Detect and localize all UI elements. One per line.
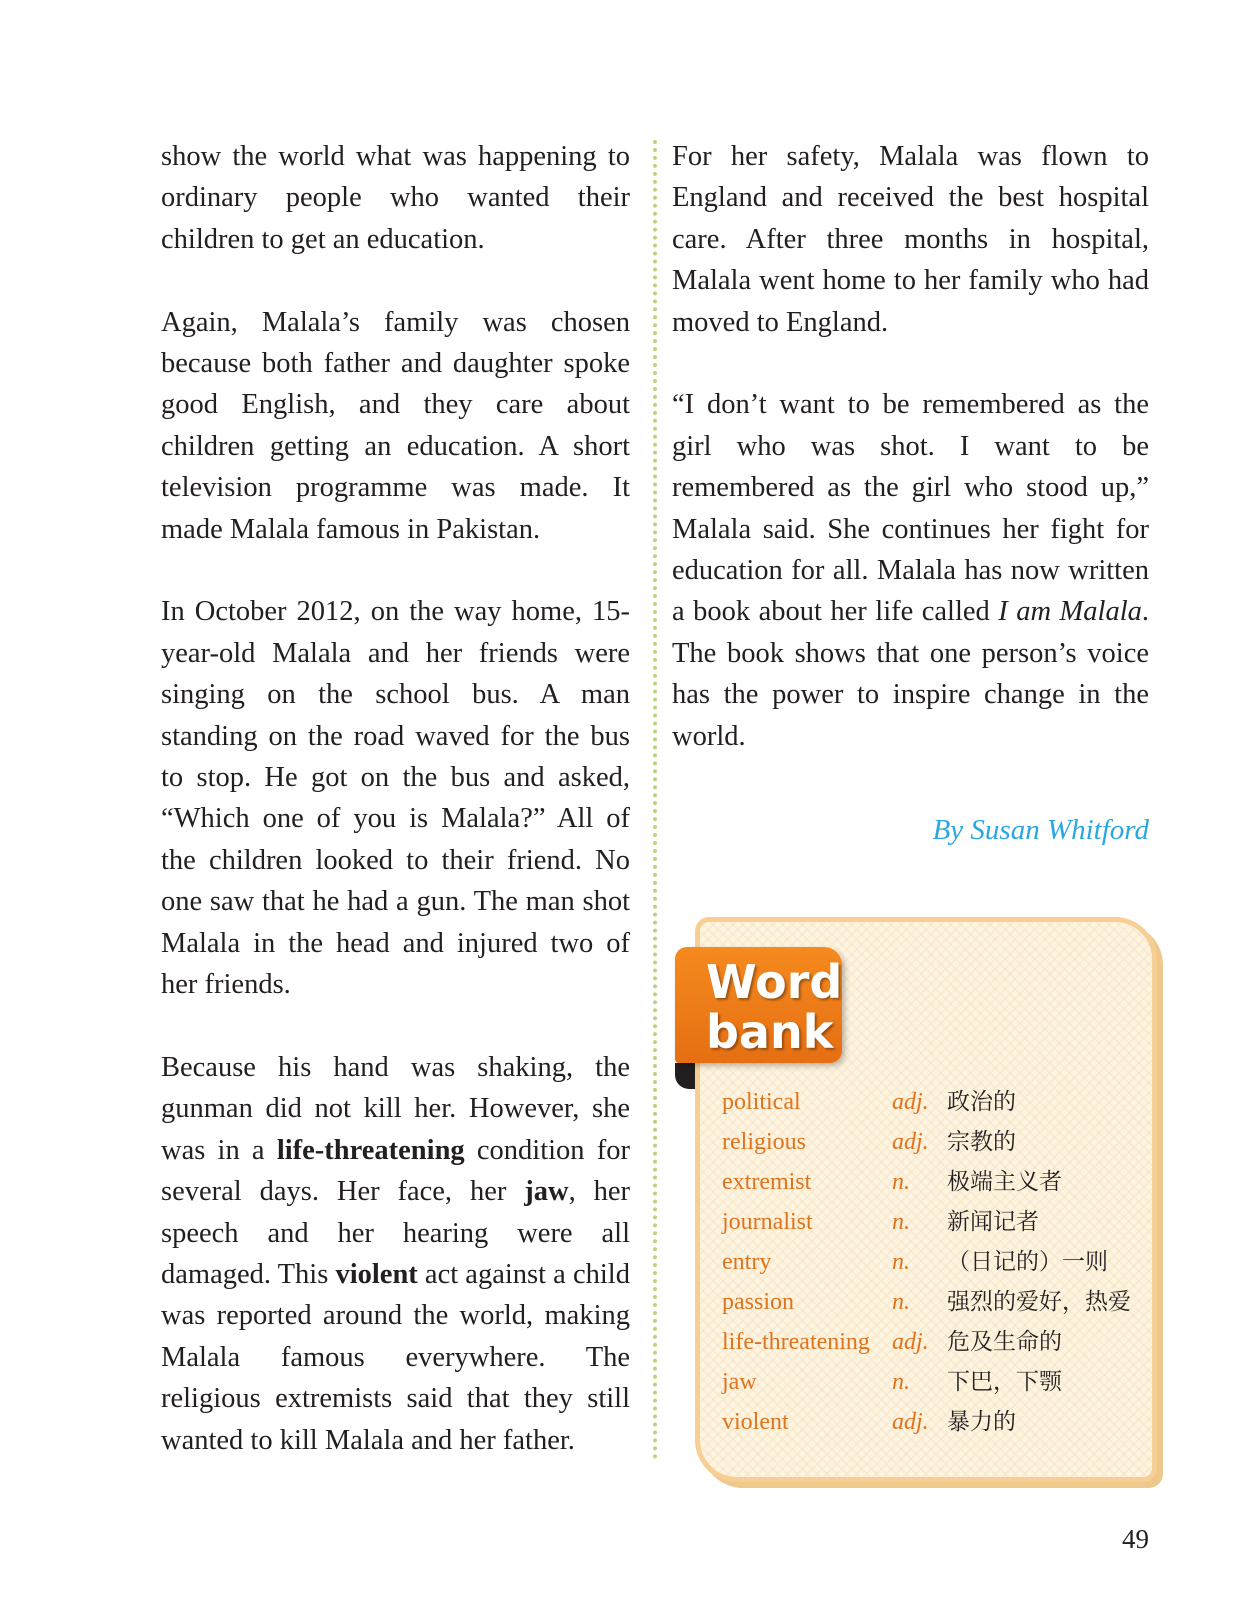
entry-meaning: 政治的: [947, 1089, 1016, 1115]
byline: By Susan Whitford: [932, 814, 1149, 846]
bold-term: life-threatening: [276, 1134, 465, 1166]
entry-pos: adj.: [892, 1129, 929, 1155]
entry-meaning: 极端主义者: [947, 1169, 1062, 1195]
text: act against a child was reported around the world, making Malala famous everywhere. The religious extremists said that they still wanted to kill Malala and her father.: [161, 1258, 630, 1456]
entry-word: passion: [722, 1289, 794, 1315]
text: . The book shows that one person’s voice has the power to inspire change in the world.: [672, 596, 1150, 752]
entry-word: jaw: [722, 1369, 757, 1395]
word-bank-tab-fold: [675, 1063, 695, 1089]
entry-meaning: （日记的）一则: [947, 1249, 1108, 1275]
right-column: [672, 136, 1149, 798]
entry-pos: adj.: [892, 1329, 929, 1355]
book-title: I am Malala: [998, 596, 1142, 628]
paragraph: show the world what was happening to ordinary people who wanted their children to get an education.: [161, 141, 630, 255]
text: Because his hand was shaking, the gunman did not kill her. However, she was in a: [161, 1051, 630, 1166]
entry-meaning: 暴力的: [947, 1409, 1016, 1435]
column-divider: [653, 140, 657, 1460]
entry-word: religious: [722, 1129, 806, 1155]
entry-word: political: [722, 1089, 801, 1115]
word-bank-title: [706, 957, 846, 1057]
entry-pos: n.: [892, 1249, 910, 1275]
entry-word: violent: [722, 1409, 789, 1435]
page-number: 49: [1122, 1524, 1149, 1554]
paragraph: [161, 1047, 630, 1461]
paragraph: For her safety, Malala was flown to England and received the best hospital care. After three months in hospital, Malala went home to her family who had moved to England.: [672, 141, 1149, 338]
entry-meaning: 宗教的: [947, 1129, 1016, 1155]
entry-word: extremist: [722, 1169, 812, 1195]
word-bank-title-line1: Word: [706, 955, 843, 1009]
entry-word: journalist: [722, 1209, 813, 1235]
text: “I don’t want to be remembered as the girl who was shot. I want to be remembered as the girl who stood up,” Malala said. She continues her fight for education for all. Malala has now written a book about her life called: [672, 389, 1149, 628]
paragraph: Again, Malala’s family was chosen because both father and daughter spoke good English, and they care about children getting an education. A short television programme was made. It made Malala famous in Pakistan.: [161, 306, 630, 545]
paragraph: In October 2012, on the way home, 15-year-old Malala and her friends were singing on the school bus. A man standing on the road waved for the bus to stop. He got on the bus and asked, “Which one of you is Malala?” All of the children looked to their friend. No one saw that he had a gun. The man shot Malala in the head and injured two of her friends.: [161, 596, 630, 1001]
text: condition for several days. Her face, her: [161, 1134, 631, 1208]
paragraph: [672, 384, 1149, 757]
entry-pos: n.: [892, 1209, 910, 1235]
entry-pos: n.: [892, 1169, 910, 1195]
entry-pos: n.: [892, 1289, 910, 1315]
left-column: [161, 136, 630, 1502]
entry-meaning: 新闻记者: [947, 1209, 1039, 1235]
entry-meaning: 下巴，下颚: [947, 1369, 1062, 1395]
entry-word: entry: [722, 1249, 772, 1275]
bold-term: jaw: [524, 1176, 569, 1208]
text: , her speech and her hearing were all damaged. This: [161, 1176, 630, 1290]
entry-pos: n.: [892, 1369, 910, 1395]
entry-pos: adj.: [892, 1089, 929, 1115]
entry-word: life-threatening: [722, 1329, 870, 1355]
entry-meaning: 强烈的爱好，热爱: [947, 1289, 1131, 1315]
entry-meaning: 危及生命的: [947, 1329, 1062, 1355]
word-bank-title-line2: bank: [706, 1005, 834, 1059]
bold-term: violent: [335, 1258, 418, 1290]
entry-pos: adj.: [892, 1409, 929, 1435]
